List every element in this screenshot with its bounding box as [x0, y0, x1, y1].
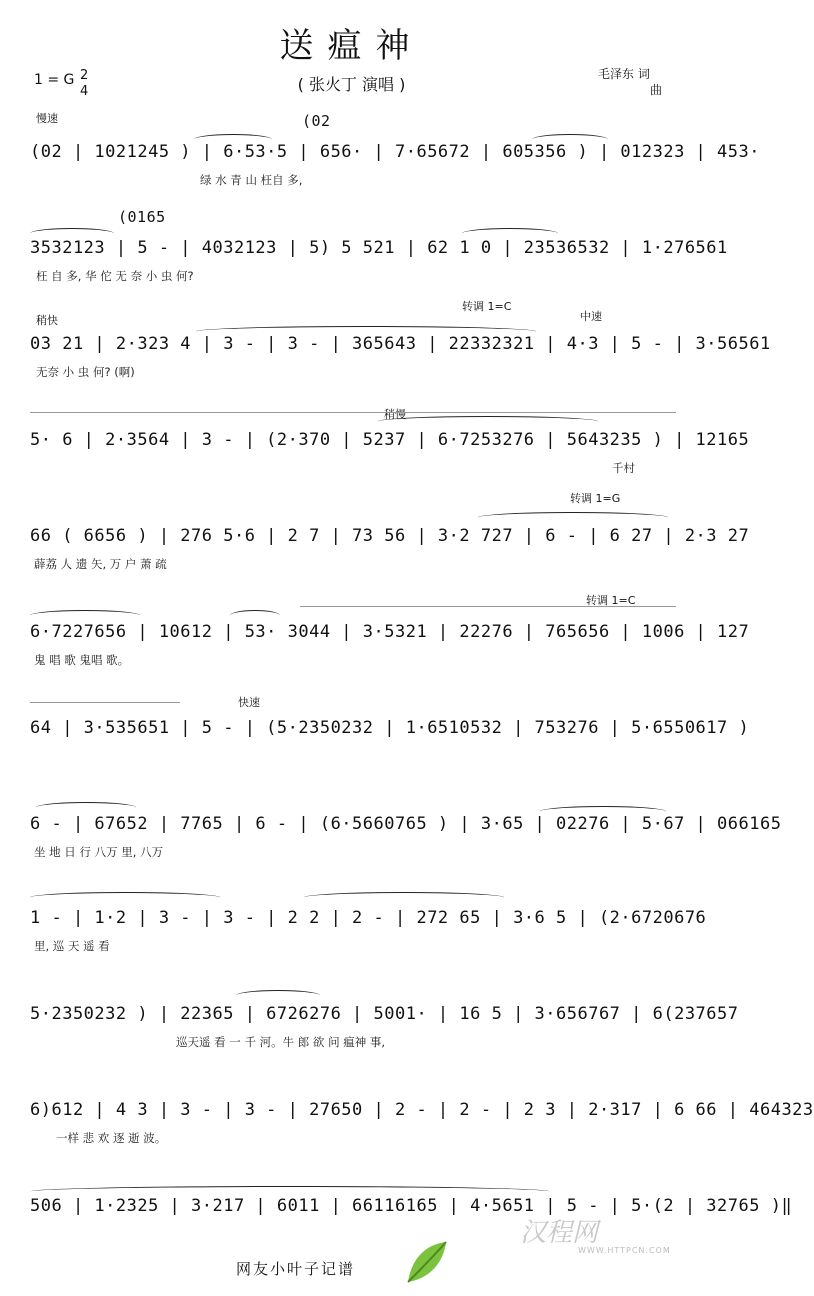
- composer: 曲: [650, 83, 663, 97]
- modulation-mark: 转调 1=C: [462, 300, 512, 313]
- lyric-row: 薜荔 人 遗 矢, 万 户 萧 疏: [34, 557, 167, 571]
- upper-notes: (0165: [118, 208, 166, 226]
- singer-subtitle: ( 张火丁 演唱 ): [297, 75, 406, 94]
- lyricist: 毛泽东 词: [598, 67, 650, 81]
- tempo-mark: 稍慢: [384, 408, 406, 421]
- slur: [30, 610, 140, 621]
- phrase-line: [30, 702, 180, 703]
- lyric-row: 无奈 小 虫 何? (啊): [36, 365, 135, 379]
- key-signature: 1 = G: [34, 72, 75, 88]
- notation-row: 5· 6 | 2·3564 | 3 - | (2·370 | 5237 | 6·7253276 | 5643235 ) | 12165: [30, 430, 750, 450]
- time-signature: [80, 68, 88, 100]
- notation-row: 1 - | 1·2 | 3 - | 3 - | 2 2 | 2 - | 272 65 | 3·6 5 | (2·6720676: [30, 908, 707, 928]
- notation-row: 66 ( 6656 ) | 276 5·6 | 2 7 | 73 56 | 3·2 727 | 6 - | 6 27 | 2·3 27: [30, 526, 750, 546]
- lyric-row: 绿 水 青 山 枉自 多,: [200, 173, 303, 187]
- lyric-row: 鬼 唱 歌 鬼唱 歌。: [34, 653, 130, 667]
- phrase-line: [30, 412, 676, 413]
- notation-row: 3532123 | 5 - | 4032123 | 5) 5 521 | 62 1 0 | 23536532 | 1·276561: [30, 238, 728, 258]
- notation-row: 03 21 | 2·323 4 | 3 - | 3 - | 365643 | 22332321 | 4·3 | 5 - | 3·56561: [30, 334, 771, 354]
- notation-row: 64 | 3·535651 | 5 - | (5·2350232 | 1·6510532 | 753276 | 5·6550617 ): [30, 718, 750, 738]
- tempo-mark: 快速: [238, 696, 260, 709]
- slur: [236, 990, 320, 1001]
- phrase-line: [300, 606, 676, 607]
- page-title: 送瘟神: [279, 26, 424, 66]
- notation-row: (02 | 1021245 ) | 6·53·5 | 656· | 7·65672 | 605356 ) | 012323 | 453·: [30, 142, 760, 162]
- tempo-mark: 慢速: [36, 112, 58, 125]
- lyric-row: 一样 悲 欢 逐 逝 波。: [56, 1131, 167, 1145]
- credits: [598, 66, 662, 98]
- lyric-row: 巡天遥 看 一 千 河。牛 郎 欲 问 瘟神 事,: [176, 1035, 386, 1049]
- slur: [36, 802, 136, 813]
- meter-bottom: 4: [80, 84, 89, 99]
- transcriber-credit: 网友小叶子记谱: [236, 1260, 356, 1278]
- lyric-row: 里, 巡 天 遥 看: [34, 939, 110, 953]
- modulation-mark: 转调 1=G: [570, 492, 621, 505]
- notation-row: 6·7227656 | 10612 | 53· 3044 | 3·5321 | 22276 | 765656 | 1006 | 127: [30, 622, 750, 642]
- notation-row: 506 | 1·2325 | 3·217 | 6011 | 66116165 | 4·5651 | 5 - | 5·(2 | 32765 )‖: [30, 1196, 793, 1216]
- notation-row: 6 - | 67652 | 7765 | 6 - | (6·5660765 ) | 3·65 | 02276 | 5·67 | 066165: [30, 814, 782, 834]
- watermark-url: WWW.HTTPCN.COM: [578, 1246, 671, 1255]
- tempo-mark: 中速: [580, 310, 602, 323]
- modulation-mark: 转调 1=C: [586, 594, 636, 607]
- slur: [230, 610, 280, 621]
- upper-notes: (02: [302, 112, 331, 130]
- leaf-logo-icon: [402, 1238, 450, 1286]
- slur: [304, 892, 504, 903]
- slur: [378, 416, 598, 427]
- notation-row: 5·2350232 ) | 22365 | 6726276 | 5001· | 16 5 | 3·656767 | 6(237657: [30, 1004, 739, 1024]
- lyric-row: 枉 自 多, 华 佗 无 奈 小 虫 何?: [36, 269, 194, 283]
- lyric-row: 坐 地 日 行 八万 里, 八万: [34, 845, 164, 859]
- lyric-row: 千村: [612, 461, 635, 475]
- slur: [30, 892, 220, 903]
- watermark: 汉程网: [520, 1218, 599, 1248]
- meter-top: 2: [80, 68, 89, 83]
- tempo-mark: 稍快: [36, 314, 58, 327]
- slur: [478, 512, 668, 523]
- notation-row: 6)612 | 4 3 | 3 - | 3 - | 27650 | 2 - | 2 - | 2 3 | 2·317 | 6 66 | 464323: [30, 1100, 814, 1120]
